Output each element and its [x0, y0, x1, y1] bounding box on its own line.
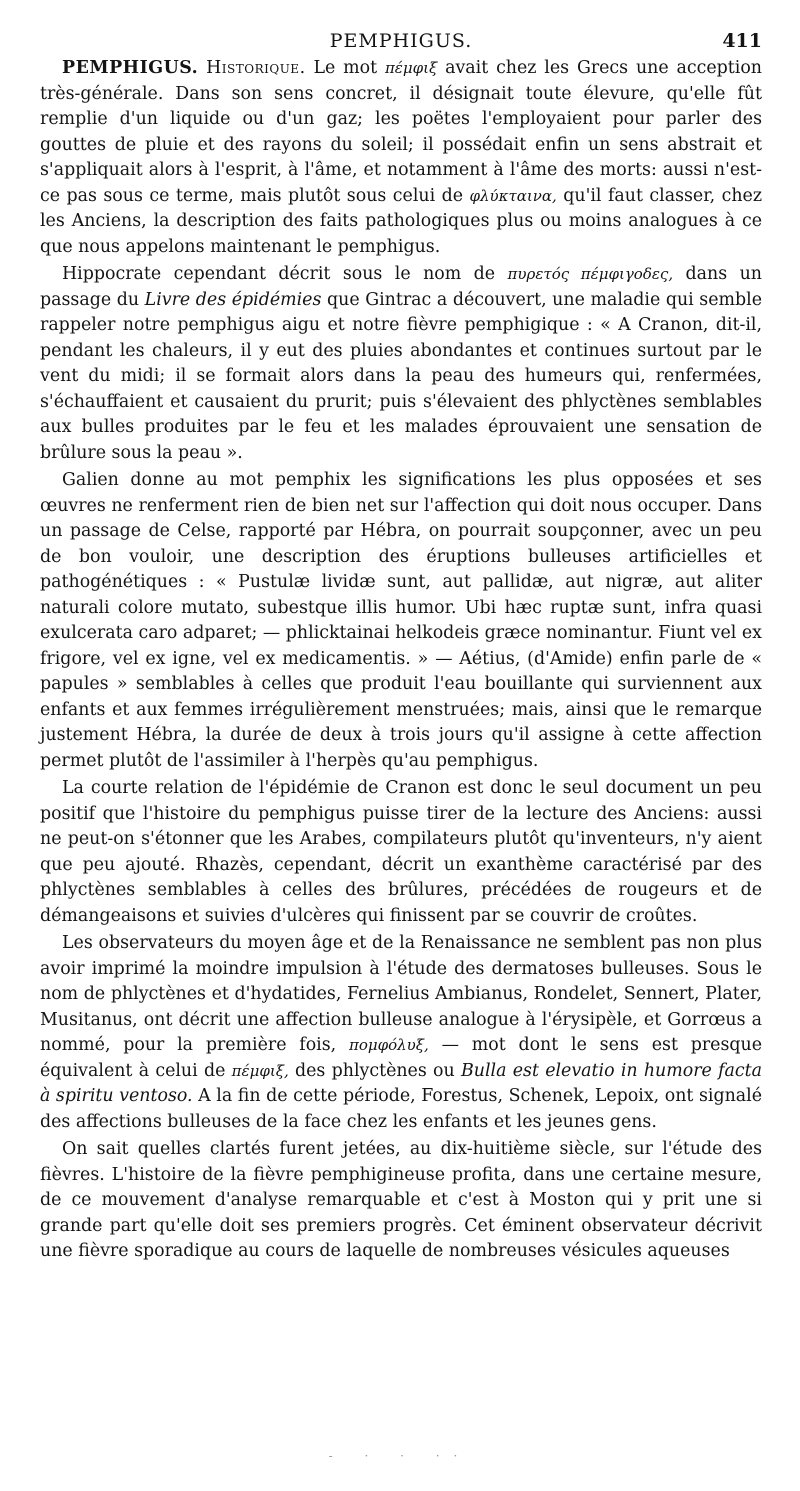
- paragraph: [40, 776, 762, 929]
- text-run: Les observateurs du moyen âge et de la Renaissance ne semblent pas non plus avoir imprimé la moindre impulsion à l'étude des dermatoses bulleuses. Sous le nom de phlyctènes et d'hydatides, Fernelius Ambianus, Rondelet, Sennert, Plater, Musitanus, ont décrit une affection bulleuse analogue à l'érysipèle, et Gorrœus a nommé, pour la première fois,: [40, 933, 762, 1055]
- text-run: La courte relation de l'épidémie de Cranon est donc le seul document un peu positif que l'histoire du pemphigus puisse tirer de la lecture des Anciens: aussi ne peut-on s'étonner que les Arabes, compilateurs plutôt qu'inventeurs, n'y aient que peu ajouté. Rhazès, cependant, décrit un exanthème caractérisé par des phlyctènes semblables à celles des brûlures, précédées de rougeurs et de démangeaisons et suivies d'ulcères qui finissent par se couvrir de croûtes.: [40, 778, 762, 926]
- paragraph: [40, 468, 762, 774]
- text-run: — mot dont le sens est presque équivalent à celui de: [40, 1035, 763, 1081]
- text-run: qu'il faut classer, chez les Anciens, la description des faits pathologiques plus ou moins analogues à ce que nous appelons maintenant le pemphigus.: [40, 185, 762, 257]
- text-ital: Bulla est elevatio in humore facta à spiritu ventoso.: [40, 1060, 762, 1106]
- text-run: Galien donne au mot pemphix les significations les plus opposées et ses œuvres ne renferment rien de bien net sur l'affection qui doit nous occuper. Dans un passage de Celse, rapporté par Hébra, on pourrait soupçonner, avec un peu de bon vouloir, une description des éruptions bulleuses artificielles et pathogénétiques : « Pustulæ lividæ sunt, aut pallidæ, aut nigræ, aut aliter naturali colore mutato, subestque illis humor. Ubi hæc ruptæ sunt, infra quasi exulcerata caro adparet; — phlicktainai helkodeis græce nominantur. Fiunt vel ex frigore, vel ex igne, vel ex medicamentis. » — Aétius, (d'Amide) enfin parle de « papules » semblables à celles que produit l'eau bouillante qui surviennent aux enfants et aux femmes irrégulièrement menstruées; mais, ainsi que le remarque justement Hébra, la durée de deux à trois jours qu'il assigne à cette affection permet plutôt de l'assimiler à l'herpès qu'au pemphigus.: [40, 470, 762, 771]
- running-header: [40, 22, 762, 56]
- paragraph: [40, 56, 762, 260]
- text-run: que Gintrac a découvert, une maladie qui semble rappeler notre pemphigus aigu et notre fièvre pemphigique : « A Cranon, dit-il, pendant les chaleurs, il y eut des pluies abondantes et continues surtout par le vent du midi; il se formait alors dans la peau des humeurs qui, renfermées, s'échauffaient et causaient du prurit; puis s'élevaient des phlyctènes semblables aux bulles produites par le feu et les malades éprouvaient une sensation de brûlure sous la peau ».: [40, 289, 763, 463]
- text-greek: φλύκταινα,: [469, 186, 557, 205]
- text-run: des phlyctènes ou: [288, 1060, 461, 1081]
- paragraph: [40, 931, 762, 1135]
- text-greek: πυρετός πέμφιγοδες,: [507, 265, 674, 283]
- paragraph: [40, 1137, 762, 1265]
- text-greek: πέμφιξ,: [231, 1061, 289, 1080]
- text-smallcaps: Historique.: [206, 58, 306, 78]
- text-ital: Livre des épidémies: [144, 289, 322, 310]
- text-run: A la fin de cette période, Forestus, Schenek, Lepoix, ont signalé des affections bulleuses de la face chez les enfants et les jeunes gens.: [40, 1086, 763, 1132]
- paragraph: [40, 262, 762, 466]
- text-run: Le mot: [305, 58, 385, 78]
- footer-marks: - · · ··: [328, 1449, 472, 1463]
- running-title: PEMPHIGUS.: [329, 30, 473, 52]
- text-run: dans un passage du: [40, 264, 762, 310]
- text-run: avait chez les Grecs une acception très-générale. Dans son sens concret, il désignait toute élevure, qu'elle fût remplie d'un liquide ou d'un gaz; les poëtes l'employaient pour parler des gouttes de pluie et des rayons du soleil; il possédait enfin un sens abstrait et s'appliquait alors à l'esprit, à l'âme, et notamment à l'âme des morts: aussi n'est-ce pas sous ce terme, mais plutôt sous celui de: [40, 58, 762, 206]
- text-greek: πομφόλυξ,: [348, 1036, 429, 1054]
- text-run: On sait quelles clartés furent jetées, au dix-huitième siècle, sur l'étude des fièvres. L'histoire de la fièvre pemphigineuse profita, dans une certaine mesure, de ce mouvement d'analyse remarquable et c'est à Moston qui y prit une si grande part qu'elle doit ses premiers progrès. Cet éminent observateur décrivit une fièvre sporadique au cours de laquelle de nombreuses vésicules aqueuses: [40, 1139, 762, 1261]
- text-run: [198, 58, 206, 78]
- text-greek: πέμφιξ: [384, 59, 438, 77]
- page-number: 411: [722, 30, 762, 52]
- text-lead: PEMPHIGUS.: [62, 58, 199, 78]
- text-run: Hippocrate cependant décrit sous le nom de: [62, 264, 508, 284]
- body-text: [40, 56, 762, 1265]
